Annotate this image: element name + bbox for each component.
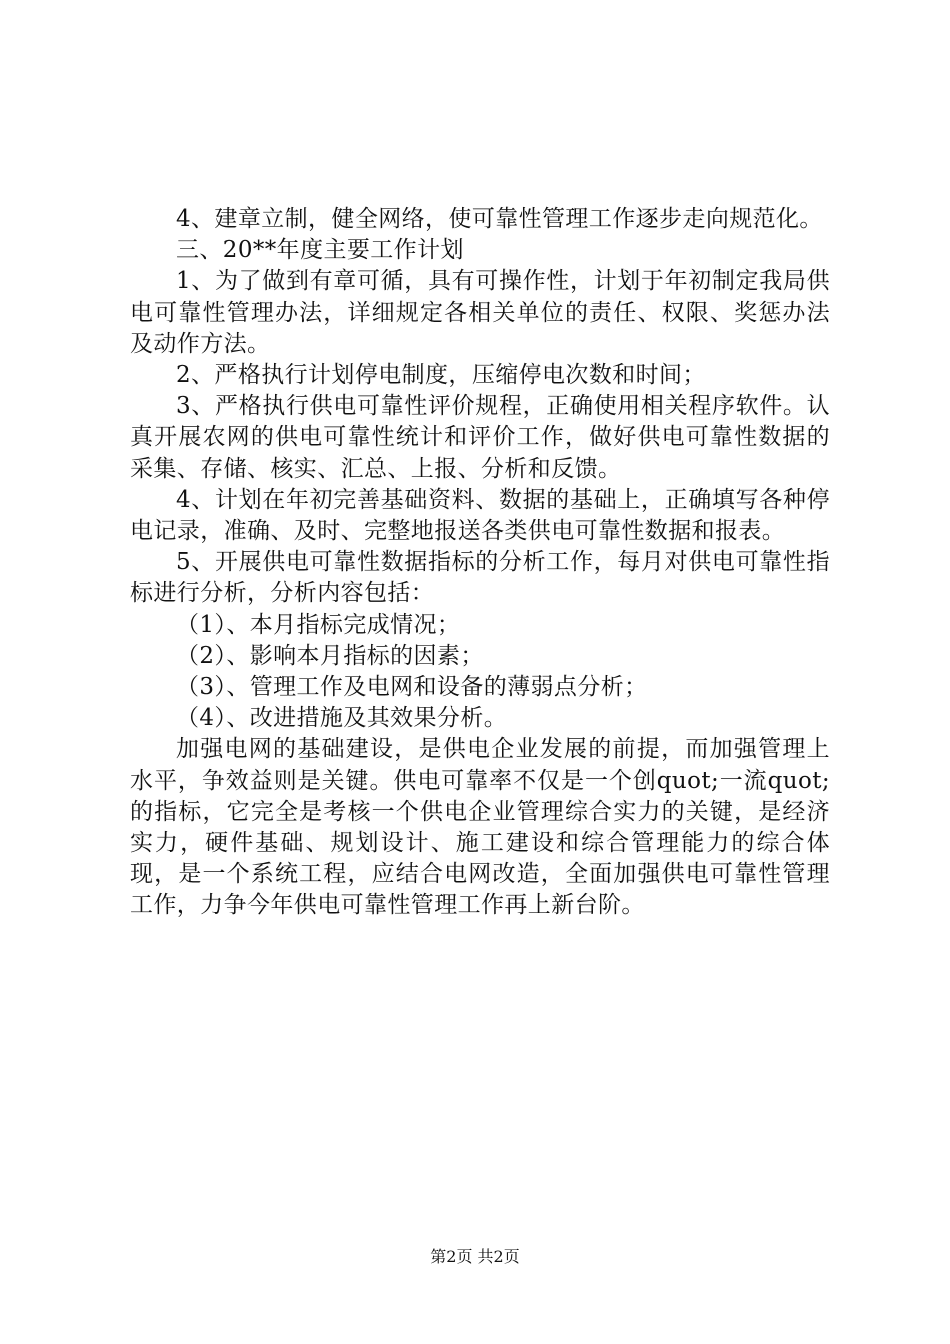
page-number-footer: 第2页 共2页 <box>430 1247 520 1266</box>
paragraph-plan-item-2: 2、严格执行计划停电制度，压缩停电次数和时间； <box>176 362 706 389</box>
paragraph-plan-item-3: 3、严格执行供电可靠性评价规程，正确使用相关程序软件。认真开展农网的供电可靠性统计和评价工作，做好供电可靠性数据的采集、存储、核实、汇总、上报、分析和反馈。 <box>130 393 830 482</box>
paragraph-standardization: 4、建章立制，健全网络，使可靠性管理工作逐步走向规范化。 <box>176 206 823 232</box>
document-body <box>130 204 830 922</box>
paragraph-plan-item-1: 1、为了做到有章可循，具有可操作性，计划于年初制定我局供电可靠性管理办法，详细规定各相关单位的责任、权限、奖惩办法及动作方法。 <box>130 268 830 357</box>
section-heading-work-plan: 三、20**年度主要工作计划 <box>176 237 464 264</box>
analysis-item-2: （2）、影响本月指标的因素； <box>176 642 484 669</box>
paragraph-plan-item-5: 5、开展供电可靠性数据指标的分析工作，每月对供电可靠性指标进行分析，分析内容包括： <box>130 549 830 607</box>
analysis-item-3: （3）、管理工作及电网和设备的薄弱点分析； <box>176 674 648 701</box>
analysis-item-4: （4）、改进措施及其效果分析。 <box>176 705 508 732</box>
paragraph-plan-item-4: 4、计划在年初完善基础资料、数据的基础上，正确填写各种停电记录，准确、及时、完整地报送各类供电可靠性数据和报表。 <box>130 486 830 545</box>
analysis-item-1: （1）、本月指标完成情况； <box>176 611 461 638</box>
paragraph-conclusion: 加强电网的基础建设，是供电企业发展的前提，而加强管理上水平，争效益则是关键。供电可靠率不仅是一个创quot;一流quot;的指标，它完全是考核一个供电企业管理综合实力的关键，是经济实力，硬件基础、规划设计、施工建设和综合管理能力的综合体现，是一个系统工程，应结合电网改造，全面加强供电可靠性管理工作，力争今年供电可靠性管理工作再上新台阶。 <box>130 736 830 919</box>
